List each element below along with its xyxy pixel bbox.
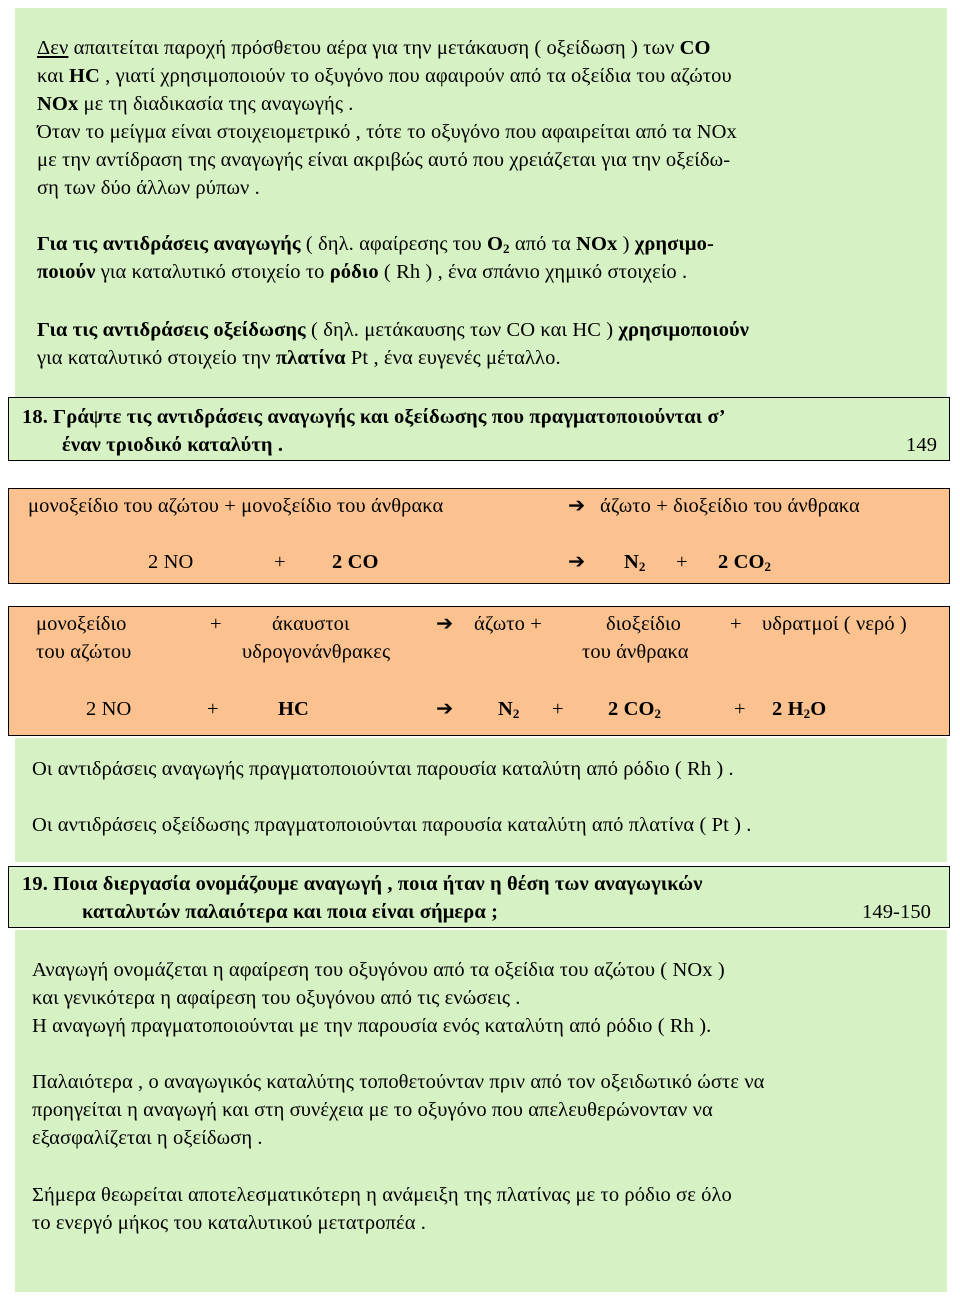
catalyst-reduction-line: Οι αντιδράσεις αναγωγής πραγματοποιούνται παρουσία καταλύτη από ρόδιο ( Rh ) .: [32, 758, 734, 780]
catalyst-oxidation-line: Οι αντιδράσεις οξείδωσης πραγματοποιούνται παρουσία καταλύτη από πλατίνα ( Pt ) .: [32, 814, 752, 836]
arrow-right-icon: ➔: [436, 613, 454, 635]
formula-symbol: O: [810, 698, 827, 720]
intro-text: και: [37, 65, 69, 87]
answer-19-p1-line-3: Η αναγωγή πραγματοποιούνται με την παρουσία ενός καταλύτη από ρόδιο ( Rh ).: [32, 1015, 712, 1037]
reduction-text: ( δηλ. αφαίρεσης του: [300, 233, 487, 255]
platinum-word: πλατίνα: [275, 347, 346, 369]
formula-subscript: 2: [654, 706, 662, 721]
reduction-heading: Για τις αντιδράσεις αναγωγής: [37, 233, 301, 255]
intro-line-6: ση των δύο άλλων ρύπων .: [37, 177, 260, 199]
reaction-2-word-nitrogen: άζωτο +: [474, 613, 542, 635]
formula-symbol: 2 CO: [608, 698, 655, 720]
intro-co: CO: [679, 37, 711, 59]
oxidation-heading: Για τις αντιδράσεις οξείδωσης: [37, 319, 306, 341]
formula-subscript: 2: [512, 706, 520, 721]
intro-line-3: [37, 90, 354, 118]
reduction-text: για καταλυτικό στοιχείο το: [95, 261, 330, 283]
reaction-2-word-hydrocarbons: υδρογονάνθρακες: [242, 641, 391, 663]
reaction-1-formula-n2: [624, 548, 646, 576]
formula-symbol: N: [624, 551, 639, 573]
question-18-line-1: 18. Γράψτε τις αντιδράσεις αναγωγής και οξείδωσης που πραγματοποιούνται σ’: [22, 406, 726, 428]
intro-line-2: [37, 62, 732, 90]
reduction-verb: ποιούν: [37, 261, 96, 283]
question-19-line-1: 19. Ποια διεργασία ονομάζουμε αναγωγή , ποια ήταν η θέση των αναγωγικών: [22, 873, 703, 895]
reaction-1-formula-no: 2 NO: [148, 551, 194, 573]
oxidation-text: για καταλυτικό στοιχείο την: [37, 347, 276, 369]
answer-19-p2-line-1: Παλαιότερα , ο αναγωγικός καταλύτης τοποθετούνταν πριν από τον οξειδωτικό ώστε να: [32, 1071, 765, 1093]
intro-line-4: Όταν το μείγμα είναι στοιχειομετρικό , τότε το οξυγόνο που αφαιρείται από τα NOx: [37, 121, 737, 143]
intro-nox: NOx: [37, 93, 79, 115]
formula-symbol: 2 H: [772, 698, 804, 720]
oxidation-text: ( δηλ. μετάκαυσης των CO και HC ): [305, 319, 619, 341]
arrow-right-icon: ➔: [436, 698, 454, 720]
reaction-2-word-dioxide: διοξείδιο: [606, 613, 682, 635]
question-18-line-2: έναν τριοδικό καταλύτη .: [62, 434, 284, 456]
intro-text: , γιατί χρησιμοποιούν το οξυγόνο που αφαιρούν από τα οξείδια του αζώτου: [99, 65, 732, 87]
formula-subscript: 2: [764, 559, 772, 574]
intro-line-5: με την αντίδραση της αναγωγής είναι ακριβώς αυτό που χρειάζεται για την οξείδω-: [37, 149, 731, 171]
intro-hc: HC: [68, 65, 100, 87]
reaction-2-word-unburnt: άκαυστοι: [272, 613, 350, 635]
answer-19-p3-line-2: το ενεργό μήκος του καταλυτικού μετατροπέα .: [32, 1212, 426, 1234]
rhodium-word: ρόδιο: [329, 261, 379, 283]
reaction-2-plus: +: [552, 698, 564, 720]
reduction-note-line-2: [37, 258, 687, 286]
answer-19-p3-line-1: Σήμερα θεωρείται αποτελεσματικότερη η ανάμειξη της πλατίνας με το ρόδιο σε όλο: [32, 1184, 732, 1206]
formula-symbol: 2 CO: [718, 551, 765, 573]
reduction-text: ): [617, 233, 635, 255]
reduction-nox: NOx: [576, 233, 618, 255]
question-19-page-ref: 149-150: [862, 901, 932, 923]
reduction-text: από τα: [509, 233, 577, 255]
formula-subscript: 2: [803, 706, 811, 721]
intro-underlined-word: Δεν: [37, 37, 69, 59]
reaction-2-formula-n2: [498, 695, 520, 723]
reaction-2-formula-no: 2 NO: [86, 698, 132, 720]
reaction-1-plus: +: [676, 551, 688, 573]
answer-19-p2-line-3: εξασφαλίζεται η οξείδωση .: [32, 1127, 263, 1149]
arrow-right-icon: ➔: [568, 551, 586, 573]
formula-subscript: 2: [638, 559, 646, 574]
reaction-2-word-nitric-oxide-2: του αζώτου: [36, 641, 132, 663]
reaction-2-plus: +: [730, 613, 742, 635]
reduction-text: ( Rh ) , ένα σπάνιο χημικό στοιχείο .: [378, 261, 688, 283]
reaction-2-plus: +: [210, 613, 222, 635]
question-19-line-2: καταλυτών παλαιότερα και ποια είναι σήμερα ;: [82, 901, 499, 923]
oxidation-note-line-1: [37, 316, 749, 344]
answer-19-p2-line-2: προηγείται η αναγωγή και στη συνέχεια με το οξυγόνο που απελευθερώνονταν να: [32, 1099, 713, 1121]
oxidation-text: Pt , ένα ευγενές μέταλλο.: [345, 347, 561, 369]
reaction-2-word-water: υδρατμοί ( νερό ): [762, 613, 907, 635]
intro-text: απαιτείται παροχή πρόσθετου αέρα για την μετάκαυση ( οξείδωση ) των: [68, 37, 680, 59]
question-18-page-ref: 149: [906, 434, 938, 456]
reaction-2-formula-co2: [608, 695, 661, 723]
answer-19-p1-line-2: και γενικότερα η αφαίρεση του οξυγόνου από τις ενώσεις .: [32, 987, 521, 1009]
oxidation-note-line-2: [37, 344, 561, 372]
oxygen-formula: [487, 233, 510, 255]
reduction-verb: χρησιμο-: [634, 233, 714, 255]
formula-symbol: N: [498, 698, 513, 720]
reaction-1-formula-co: 2 CO: [332, 551, 379, 573]
reaction-1-words-right: άζωτο + διοξείδιο του άνθρακα: [600, 495, 860, 517]
formula-subscript: 2: [502, 241, 510, 256]
reaction-2-word-carbon: του άνθρακα: [582, 641, 689, 663]
reaction-1-words-left: μονοξείδιο του αζώτου + μονοξείδιο του άνθρακα: [28, 495, 444, 517]
formula-symbol: O: [486, 233, 503, 255]
reduction-note-line-1: [37, 230, 714, 258]
arrow-right-icon: ➔: [568, 495, 586, 517]
reaction-1-plus: +: [274, 551, 286, 573]
reaction-2-formula-hc: HC: [278, 698, 309, 720]
reaction-1-formula-co2: [718, 548, 771, 576]
intro-text: με τη διαδικασία της αναγωγής .: [78, 93, 354, 115]
answer-19-p1-line-1: Αναγωγή ονομάζεται η αφαίρεση του οξυγόνου από τα οξείδια του αζώτου ( NOx ): [32, 959, 725, 981]
reaction-2-formula-h2o: [772, 695, 826, 723]
oxidation-verb: χρησιμοποιούν: [618, 319, 750, 341]
reaction-2-word-nitric-oxide: μονοξείδιο: [36, 613, 127, 635]
reaction-2-plus: +: [734, 698, 746, 720]
reaction-2-plus: +: [207, 698, 219, 720]
intro-line-1: [37, 34, 711, 62]
